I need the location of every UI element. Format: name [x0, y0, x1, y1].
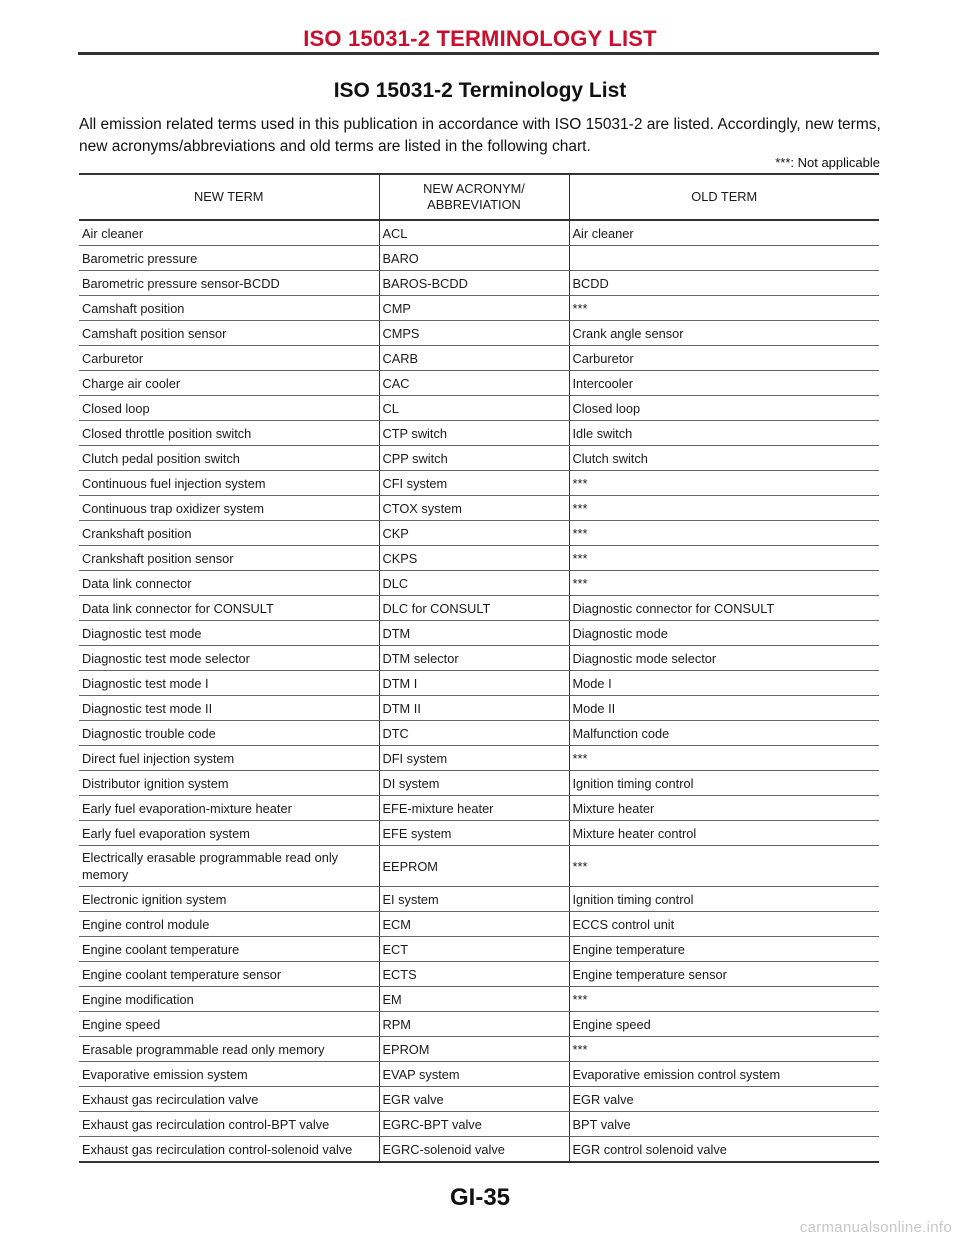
new-term-cell: Exhaust gas recirculation valve — [79, 1087, 379, 1112]
new-acronym-cell: CTP switch — [379, 421, 569, 446]
new-term-cell: Evaporative emission system — [79, 1062, 379, 1087]
old-term-cell: EGR valve — [569, 1087, 879, 1112]
new-acronym-cell: EFE-mixture heater — [379, 796, 569, 821]
old-term-cell: Idle switch — [569, 421, 879, 446]
new-term-cell: Closed throttle position switch — [79, 421, 379, 446]
table-row — [79, 396, 879, 421]
table-row — [79, 846, 879, 887]
new-term-cell: Camshaft position — [79, 296, 379, 321]
new-term-cell: Engine coolant temperature — [79, 937, 379, 962]
table-row — [79, 1012, 879, 1037]
table-row — [79, 220, 879, 246]
table-row — [79, 721, 879, 746]
old-term-cell: *** — [569, 546, 879, 571]
new-term-cell: Engine speed — [79, 1012, 379, 1037]
new-acronym-cell: EM — [379, 987, 569, 1012]
new-acronym-cell: EGR valve — [379, 1087, 569, 1112]
terminology-table — [79, 173, 879, 1163]
old-term-cell: Mixture heater control — [569, 821, 879, 846]
old-term-cell: *** — [569, 846, 879, 887]
new-term-cell: Engine control module — [79, 912, 379, 937]
table-row — [79, 496, 879, 521]
old-term-cell: *** — [569, 987, 879, 1012]
new-acronym-cell: CKP — [379, 521, 569, 546]
new-term-cell: Air cleaner — [79, 220, 379, 246]
new-acronym-cell: DI system — [379, 771, 569, 796]
new-acronym-cell: CMP — [379, 296, 569, 321]
new-acronym-cell: DTM — [379, 621, 569, 646]
new-acronym-cell: EGRC-solenoid valve — [379, 1137, 569, 1163]
new-acronym-cell: DTM selector — [379, 646, 569, 671]
table-row — [79, 271, 879, 296]
new-term-cell: Barometric pressure sensor-BCDD — [79, 271, 379, 296]
old-term-cell: Engine temperature — [569, 937, 879, 962]
new-acronym-cell: CAC — [379, 371, 569, 396]
new-acronym-cell: EFE system — [379, 821, 569, 846]
new-term-cell: Erasable programmable read only memory — [79, 1037, 379, 1062]
table-row — [79, 696, 879, 721]
old-term-cell: Clutch switch — [569, 446, 879, 471]
header-new-acronym: NEW ACRONYM/ ABBREVIATION — [379, 174, 569, 220]
table-row — [79, 371, 879, 396]
old-term-cell: Engine temperature sensor — [569, 962, 879, 987]
new-acronym-cell: CPP switch — [379, 446, 569, 471]
new-term-cell: Diagnostic test mode — [79, 621, 379, 646]
new-term-cell: Distributor ignition system — [79, 771, 379, 796]
new-acronym-cell: EGRC-BPT valve — [379, 1112, 569, 1137]
new-acronym-cell: ACL — [379, 220, 569, 246]
old-term-cell: Air cleaner — [569, 220, 879, 246]
new-term-cell: Carburetor — [79, 346, 379, 371]
table-row — [79, 1112, 879, 1137]
page-title: ISO 15031-2 Terminology List — [333, 79, 627, 102]
new-acronym-cell: DLC — [379, 571, 569, 596]
old-term-cell: Carburetor — [569, 346, 879, 371]
new-term-cell: Crankshaft position — [79, 521, 379, 546]
old-term-cell: Closed loop — [569, 396, 879, 421]
old-term-cell: BCDD — [569, 271, 879, 296]
new-acronym-cell: RPM — [379, 1012, 569, 1037]
new-term-cell: Diagnostic test mode selector — [79, 646, 379, 671]
new-term-cell: Closed loop — [79, 396, 379, 421]
header-old-term: OLD TERM — [569, 174, 879, 220]
new-acronym-cell: CL — [379, 396, 569, 421]
table-row — [79, 987, 879, 1012]
running-header-title: ISO 15031-2 TERMINOLOGY LIST — [303, 26, 657, 51]
table-row — [79, 796, 879, 821]
new-term-cell: Crankshaft position sensor — [79, 546, 379, 571]
new-term-cell: Exhaust gas recirculation control-BPT valve — [79, 1112, 379, 1137]
table-row — [79, 296, 879, 321]
new-term-cell: Electrically erasable programmable read only memory — [79, 846, 379, 887]
table-row — [79, 521, 879, 546]
old-term-cell: *** — [569, 521, 879, 546]
new-acronym-cell: CMPS — [379, 321, 569, 346]
table-row — [79, 596, 879, 621]
table-row — [79, 746, 879, 771]
table-row — [79, 962, 879, 987]
new-term-cell: Diagnostic trouble code — [79, 721, 379, 746]
old-term-cell: *** — [569, 571, 879, 596]
old-term-cell: Ignition timing control — [569, 887, 879, 912]
table-row — [79, 937, 879, 962]
new-acronym-cell: BAROS-BCDD — [379, 271, 569, 296]
old-term-cell: *** — [569, 1037, 879, 1062]
old-term-cell: Diagnostic mode selector — [569, 646, 879, 671]
new-acronym-cell: DFI system — [379, 746, 569, 771]
new-acronym-cell: ECT — [379, 937, 569, 962]
table-row — [79, 621, 879, 646]
new-term-cell: Direct fuel injection system — [79, 746, 379, 771]
old-term-cell: EGR control solenoid valve — [569, 1137, 879, 1163]
new-term-cell: Clutch pedal position switch — [79, 446, 379, 471]
new-term-cell: Barometric pressure — [79, 246, 379, 271]
new-acronym-cell: CKPS — [379, 546, 569, 571]
table-row — [79, 887, 879, 912]
new-term-cell: Early fuel evaporation-mixture heater — [79, 796, 379, 821]
table-row — [79, 671, 879, 696]
table-row — [79, 571, 879, 596]
table-row — [79, 1037, 879, 1062]
table-body — [79, 220, 879, 1162]
old-term-cell: *** — [569, 746, 879, 771]
old-term-cell: Diagnostic mode — [569, 621, 879, 646]
new-acronym-cell: BARO — [379, 246, 569, 271]
old-term-cell: Intercooler — [569, 371, 879, 396]
old-term-cell: Crank angle sensor — [569, 321, 879, 346]
table-row — [79, 1137, 879, 1163]
new-acronym-cell: DTM I — [379, 671, 569, 696]
new-acronym-cell: CTOX system — [379, 496, 569, 521]
new-acronym-cell: CFI system — [379, 471, 569, 496]
old-term-cell: *** — [569, 296, 879, 321]
new-acronym-cell: DTC — [379, 721, 569, 746]
intro-paragraph: All emission related terms used in this publication in accordance with ISO 15031-2 are listed. Accordingly, new terms, new acronyms/abbreviations and old terms are listed in the following chart. — [79, 116, 881, 155]
new-term-cell: Data link connector — [79, 571, 379, 596]
old-term-cell: Evaporative emission control system — [569, 1062, 879, 1087]
table-header-row — [79, 174, 879, 220]
not-applicable-note: ***: Not applicable — [775, 155, 880, 170]
new-acronym-cell: CARB — [379, 346, 569, 371]
new-term-cell: Exhaust gas recirculation control-solenoid valve — [82, 1141, 353, 1157]
old-term-cell: Ignition timing control — [569, 771, 879, 796]
old-term-cell: Mode I — [569, 671, 879, 696]
new-term-cell: Diagnostic test mode II — [79, 696, 379, 721]
table-row — [79, 546, 879, 571]
new-acronym-cell: DTM II — [379, 696, 569, 721]
table-row — [79, 446, 879, 471]
new-term-cell: Engine coolant temperature sensor — [79, 962, 379, 987]
old-term-cell: *** — [569, 471, 879, 496]
new-acronym-cell: EEPROM — [379, 846, 569, 887]
old-term-cell: Diagnostic connector for CONSULT — [569, 596, 879, 621]
table-row — [79, 346, 879, 371]
new-acronym-cell: DLC for CONSULT — [379, 596, 569, 621]
new-acronym-cell: EVAP system — [379, 1062, 569, 1087]
new-acronym-cell: ECTS — [379, 962, 569, 987]
new-term-cell: Data link connector for CONSULT — [79, 596, 379, 621]
new-term-cell: Early fuel evaporation system — [79, 821, 379, 846]
header-rule — [78, 52, 879, 55]
new-acronym-cell: ECM — [379, 912, 569, 937]
table-row — [79, 771, 879, 796]
table-row — [79, 421, 879, 446]
table-row — [79, 1062, 879, 1087]
old-term-cell: Mode II — [569, 696, 879, 721]
table-row — [79, 246, 879, 271]
new-term-cell: Diagnostic test mode I — [79, 671, 379, 696]
new-term-cell: Charge air cooler — [79, 371, 379, 396]
page-number: GI-35 — [449, 1184, 511, 1211]
table-row — [79, 1087, 879, 1112]
new-term-cell: Electronic ignition system — [79, 887, 379, 912]
new-term-cell: Camshaft position sensor — [79, 321, 379, 346]
old-term-cell — [569, 246, 879, 271]
new-term-cell: Engine modification — [79, 987, 379, 1012]
new-acronym-cell: EPROM — [379, 1037, 569, 1062]
new-term-cell: Continuous fuel injection system — [79, 471, 379, 496]
new-term-cell: Continuous trap oxidizer system — [79, 496, 379, 521]
table-row — [79, 646, 879, 671]
table-row — [79, 321, 879, 346]
table-row — [79, 912, 879, 937]
old-term-cell: BPT valve — [569, 1112, 879, 1137]
header-new-term: NEW TERM — [79, 174, 379, 220]
old-term-cell: Malfunction code — [569, 721, 879, 746]
new-acronym-cell: EI system — [379, 887, 569, 912]
old-term-cell: *** — [569, 496, 879, 521]
watermark: carmanualsonline.info — [799, 1219, 952, 1236]
old-term-cell: Engine speed — [569, 1012, 879, 1037]
old-term-cell: ECCS control unit — [569, 912, 879, 937]
old-term-cell: Mixture heater — [569, 796, 879, 821]
table-row — [79, 821, 879, 846]
table-row — [79, 471, 879, 496]
